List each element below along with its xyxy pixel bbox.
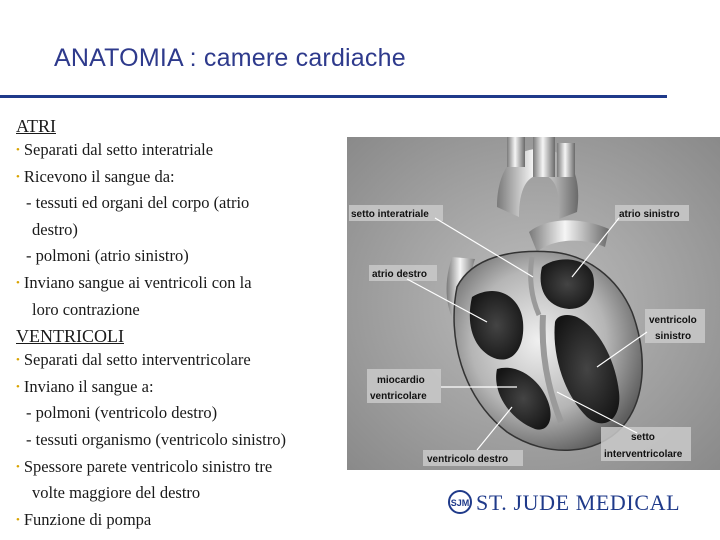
atri-subitem-2: - polmoni (atrio sinistro) (26, 246, 189, 266)
ventricoli-bullet-1: • Separati dal setto interventricolare (16, 350, 251, 370)
label-miocardio-1: miocardio (377, 375, 425, 386)
sjm-monogram-text: SJM (450, 498, 470, 508)
atri-subitem-1-cont: destro) (32, 219, 78, 239)
label-ventricolo-sinistro-2: sinistro (655, 331, 692, 342)
brand-name: ST. JUDE MEDICAL (476, 490, 681, 515)
label-atrio-destro: atrio destro (372, 269, 428, 280)
label-miocardio-2: ventricolare (370, 391, 427, 402)
label-atrio-sinistro: atrio sinistro (619, 209, 680, 220)
aortic-branch-3 (557, 143, 575, 177)
label-setto-interatriale: setto interatriale (351, 209, 429, 220)
title-divider (0, 95, 667, 98)
bullet-icon: • (16, 276, 20, 289)
ventricoli-bullet-3-cont: volte maggiore del destro (32, 483, 201, 503)
bullet-icon: • (16, 460, 20, 473)
ventricoli-subitem-2: - tessuti organismo (ventricolo sinistro) (26, 429, 286, 449)
slide-body (16, 113, 336, 533)
ventricoli-subitem-1: - polmoni (ventricolo destro) (26, 403, 218, 423)
bullet-icon: • (16, 144, 20, 156)
atri-bullet-1: • Separati dal setto interatriale (16, 140, 214, 159)
aortic-branch-1 (533, 137, 555, 177)
bullet-icon: • (16, 380, 20, 393)
bullet-icon: • (16, 170, 20, 183)
aortic-branch-2 (507, 137, 525, 167)
label-ventricolo-destro: ventricolo destro (427, 454, 509, 465)
slide-title: ANATOMIA : camere cardiache (54, 44, 406, 72)
label-setto-1: setto (631, 432, 655, 443)
bullet-icon: • (16, 513, 20, 526)
bullet-icon: • (16, 354, 20, 367)
ventricoli-bullet-4: • Funzione di pompa (16, 509, 152, 529)
ventricoli-bullet-3: • Spessore parete ventricolo sinistro tre (16, 456, 273, 476)
atri-subitem-1: - tessuti ed organi del corpo (atrio (26, 193, 250, 213)
ventricoli-heading: VENTRICOLI (16, 326, 124, 347)
sjm-monogram-icon (448, 490, 472, 514)
heart-anatomy-figure (347, 137, 720, 470)
ventricoli-bullet-2: • Inviano il sangue a: (16, 376, 154, 396)
atri-heading: ATRI (16, 116, 56, 136)
atri-bullet-3: • Inviano sangue ai ventricoli con la (16, 272, 252, 292)
atri-bullet-2: • Ricevono il sangue da: (16, 166, 175, 186)
st-jude-medical-logo (448, 488, 681, 518)
label-ventricolo-sinistro-1: ventricolo (649, 315, 697, 326)
atri-bullet-3-cont: loro contrazione (32, 299, 140, 319)
label-setto-2: interventricolare (604, 449, 683, 460)
